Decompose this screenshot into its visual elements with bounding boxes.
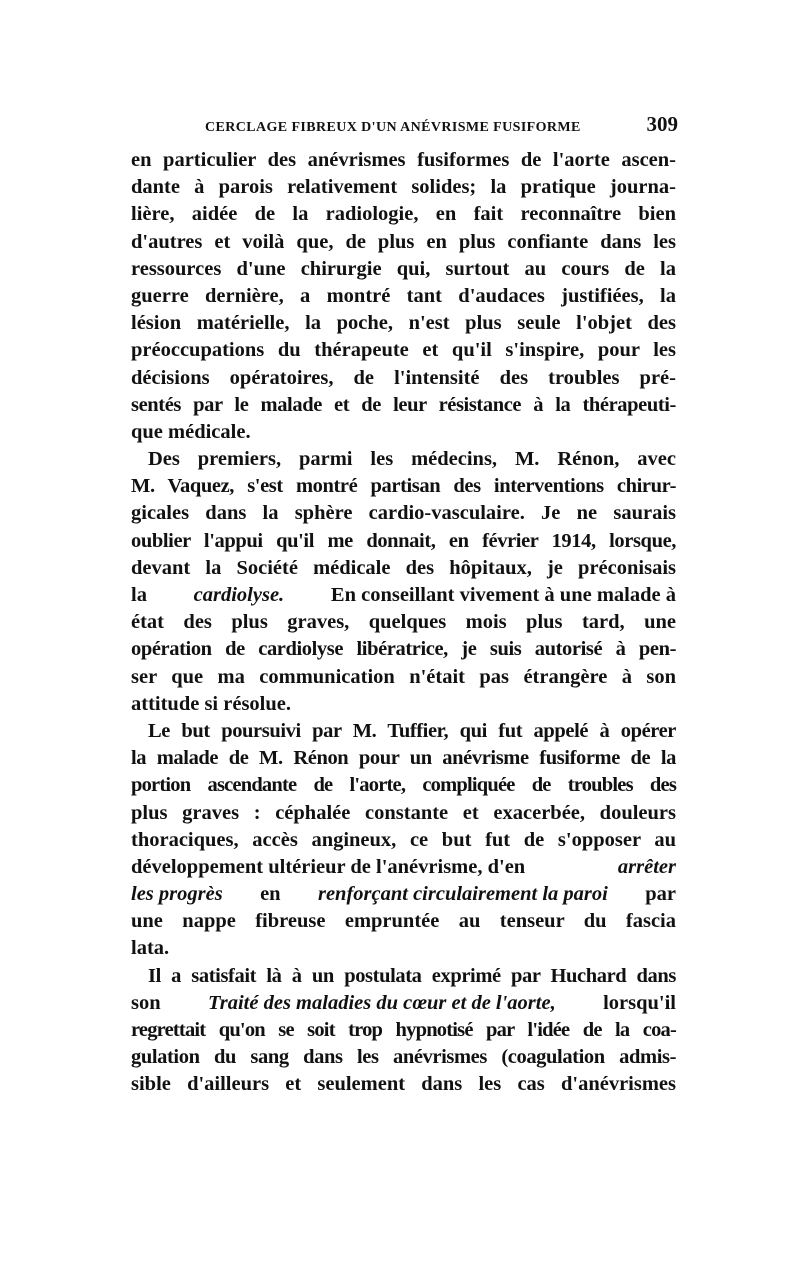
text-line: état des plus graves, quelques mois plus tard, une (131, 611, 676, 634)
text-line: préoccupations du thérapeute et qu'il s'inspire, pour les (131, 339, 676, 362)
italic-term: arrêter (617, 855, 676, 878)
text-line: sible d'ailleurs et seulement dans les cas d'anévrismes (131, 1073, 676, 1096)
text-segment: son (131, 991, 161, 1014)
text-line: Il a satisfait là à un postulata exprimé par Huchard dans (148, 964, 676, 987)
text-line: devant la Société médicale des hôpitaux, je préconisais (131, 556, 676, 579)
text-line: M. Vaquez, s'est montré partisan des interventions chirur- (131, 475, 676, 498)
text-line: sentés par le malade et de leur résistance à la thérapeuti- (131, 393, 676, 416)
text-line: Le but poursuivi par M. Tuffier, qui fut appelé à opérer (148, 719, 676, 742)
text-line (131, 854, 676, 881)
text-line: plus graves : céphalée constante et exacerbée, douleurs (131, 801, 676, 824)
text-line: ser que ma communication n'était pas étrangère à son (131, 665, 676, 688)
body-text (131, 147, 676, 1099)
text-segment: lorsqu'il (603, 991, 676, 1014)
text-line: attitude si résolue. (131, 692, 291, 715)
italic-term: cardiolyse. (193, 584, 285, 606)
text-line (131, 881, 676, 908)
text-segment: en (260, 883, 281, 906)
running-head (131, 112, 678, 137)
italic-term: renforçant circulairement la paroi (317, 883, 608, 906)
text-segment: par (645, 883, 676, 906)
text-line (131, 990, 676, 1017)
text-line: thoraciques, accès angineux, ce but fut de s'opposer au (131, 828, 676, 851)
text-line: en particulier des anévrismes fusiformes de l'aorte ascen- (131, 149, 676, 171)
text-line: décisions opératoires, de l'intensité des troubles pré- (131, 366, 676, 389)
text-line: la malade de M. Rénon pour un anévrisme fusiforme de la (131, 747, 676, 770)
text-line: ressources d'une chirurgie qui, surtout au cours de la (131, 257, 676, 280)
text-line: que médicale. (131, 420, 251, 443)
text-line: opération de cardiolyse libératrice, je suis autorisé à pen- (131, 638, 676, 661)
text-line: gicales dans la sphère cardio-vasculaire. Je ne saurais (131, 502, 676, 525)
page-number: 309 (646, 112, 678, 136)
italic-title: Traité des maladies du cœur et de l'aorte, (208, 991, 556, 1014)
italic-term: les progrès (131, 883, 223, 906)
text-line: lésion matérielle, la poche, n'est plus seule l'objet des (131, 312, 676, 335)
text-line: dante à parois relativement solides; la pratique journa- (131, 176, 676, 199)
text-segment: En conseillant vivement à une malade à (330, 584, 676, 606)
text-line: lière, aidée de la radiologie, en fait reconnaître bien (131, 203, 676, 226)
text-segment: la (131, 584, 147, 606)
text-line: lata. (131, 937, 170, 960)
text-line: gulation du sang dans les anévrismes (coagulation admis- (131, 1046, 676, 1069)
text-line: guerre dernière, a montré tant d'audaces justifiées, la (131, 284, 676, 307)
text-line: d'autres et voilà que, de plus en plus confiante dans les (131, 230, 676, 253)
text-line (131, 582, 676, 609)
text-line: Des premiers, parmi les médecins, M. Rénon, avec (148, 448, 676, 471)
text-line: oublier l'appui qu'il me donnait, en février 1914, lorsque, (131, 529, 676, 552)
text-line: une nappe fibreuse empruntée au tenseur du fascia (131, 910, 676, 933)
text-segment: développement ultérieur de l'anévrisme, d'en (131, 855, 526, 878)
running-title: CERCLAGE FIBREUX D'UN ANÉVRISME FUSIFORME (205, 120, 581, 135)
text-line: regrettait qu'on se soit trop hypnotisé par l'idée de la coa- (131, 1019, 676, 1041)
text-line: portion ascendante de l'aorte, compliquée de troubles des (131, 774, 676, 797)
